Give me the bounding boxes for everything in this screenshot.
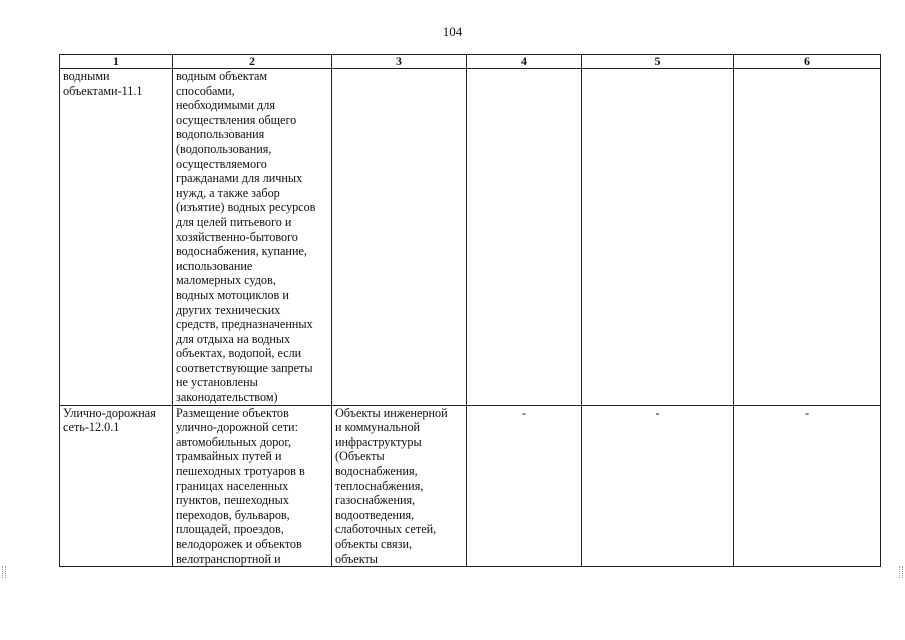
cell-text-line: (водопользования, bbox=[176, 141, 272, 156]
cell-text-line: границах населенных bbox=[176, 478, 289, 493]
table-cell-col6: - bbox=[734, 405, 881, 567]
cell-text-line: не установлены bbox=[176, 375, 258, 390]
cell-text-line: пунктов, пешеходных bbox=[176, 493, 289, 508]
cell-text-line: хозяйственно-бытового bbox=[176, 229, 298, 244]
cell-text-line: средств, предназначенных bbox=[176, 317, 313, 332]
cell-text-line: инфраструктуры bbox=[335, 434, 422, 449]
cell-text-line: велотранспортной и bbox=[176, 551, 281, 566]
column-header-4: 4 bbox=[467, 55, 582, 69]
cell-text-line: газоснабжения, bbox=[335, 493, 416, 508]
table-header-row bbox=[60, 55, 881, 69]
cell-text-line: водоотведения, bbox=[335, 507, 415, 522]
cell-text-line: гражданами для личных bbox=[176, 171, 303, 186]
cell-text-line: других технических bbox=[176, 302, 281, 317]
cell-text-line: водопользования bbox=[176, 127, 265, 142]
cell-text-line: теплоснабжения, bbox=[335, 478, 424, 493]
cell-text-line: Улично-дорожная bbox=[63, 405, 156, 420]
cell-text-line: водоснабжения, bbox=[335, 464, 418, 479]
cell-text-line: объекты связи, bbox=[335, 537, 413, 551]
table-cell-col1 bbox=[60, 405, 173, 567]
cell-text-line: нужд, а также забор bbox=[176, 185, 280, 200]
table-row bbox=[60, 69, 881, 406]
document-table bbox=[59, 54, 881, 567]
table-cell-col3 bbox=[332, 69, 467, 406]
cell-text-line: для целей питьевого и bbox=[176, 214, 292, 229]
cell-text-line: осуществления общего bbox=[176, 112, 297, 127]
cell-text-line: использование bbox=[176, 258, 253, 273]
cell-text-line: трамвайных путей и bbox=[176, 449, 282, 464]
table-cell-col4 bbox=[467, 69, 582, 406]
cell-text-line: (Объекты bbox=[335, 449, 385, 464]
column-header-1: 1 bbox=[60, 55, 173, 69]
cell-text-line: соответствующие запреты bbox=[176, 360, 313, 375]
column-header-3: 3 bbox=[332, 55, 467, 69]
cell-text-line: осуществляемого bbox=[176, 156, 267, 171]
table-cell-col1 bbox=[60, 69, 173, 406]
table-row bbox=[60, 405, 881, 567]
cell-text-line: способами, bbox=[176, 83, 235, 98]
cell-text-line: водных мотоциклов и bbox=[176, 287, 289, 302]
cell-text-line: пешеходных тротуаров в bbox=[176, 464, 305, 479]
column-header-2: 2 bbox=[173, 55, 332, 69]
table-cell-col5: - bbox=[582, 405, 734, 567]
cell-text-line: для отдыха на водных bbox=[176, 331, 291, 346]
table-cell-col2 bbox=[173, 69, 332, 406]
cell-text-line: объектах, водопой, если bbox=[176, 346, 302, 361]
cell-text-line: автомобильных дорог, bbox=[176, 434, 292, 449]
cell-text-line: улично-дорожной сети: bbox=[176, 420, 298, 435]
cell-text-line: Объекты инженерной bbox=[335, 405, 448, 420]
cell-text-line: (изъятие) водных ресурсов bbox=[176, 200, 316, 215]
table-cell-col6 bbox=[734, 69, 881, 406]
column-header-6: 6 bbox=[734, 55, 881, 69]
table-cell-col3 bbox=[332, 405, 467, 567]
table-cell-col4: - bbox=[467, 405, 582, 567]
cell-text-line: объектами-11.1 bbox=[63, 83, 143, 98]
cell-text-line: слаботочных сетей, bbox=[335, 522, 437, 537]
column-header-5: 5 bbox=[582, 55, 734, 69]
cell-text-line: площадей, проездов, bbox=[176, 522, 284, 537]
cell-text-line: и коммунальной bbox=[335, 420, 421, 435]
left-edge-mark bbox=[2, 566, 6, 578]
cell-text-line: переходов, бульваров, bbox=[176, 507, 290, 522]
cell-text-line: маломерных судов, bbox=[176, 273, 276, 288]
cell-text-line: сеть-12.0.1 bbox=[63, 420, 120, 435]
table-cell-col5 bbox=[582, 69, 734, 406]
right-edge-mark bbox=[899, 566, 903, 578]
cell-text-line: объекты bbox=[335, 551, 378, 566]
cell-text-line: водным объектам bbox=[176, 69, 268, 83]
table-cell-col2 bbox=[173, 405, 332, 567]
page-number: 104 bbox=[442, 24, 463, 39]
cell-text-line: водоснабжения, купание, bbox=[176, 244, 307, 259]
cell-text-line: Размещение объектов bbox=[176, 405, 289, 420]
cell-text-line: законодательством) bbox=[176, 390, 278, 405]
cell-text-line: водными bbox=[63, 69, 110, 83]
cell-text-line: необходимыми для bbox=[176, 98, 275, 113]
cell-text-line: велодорожек и объектов bbox=[176, 537, 302, 551]
